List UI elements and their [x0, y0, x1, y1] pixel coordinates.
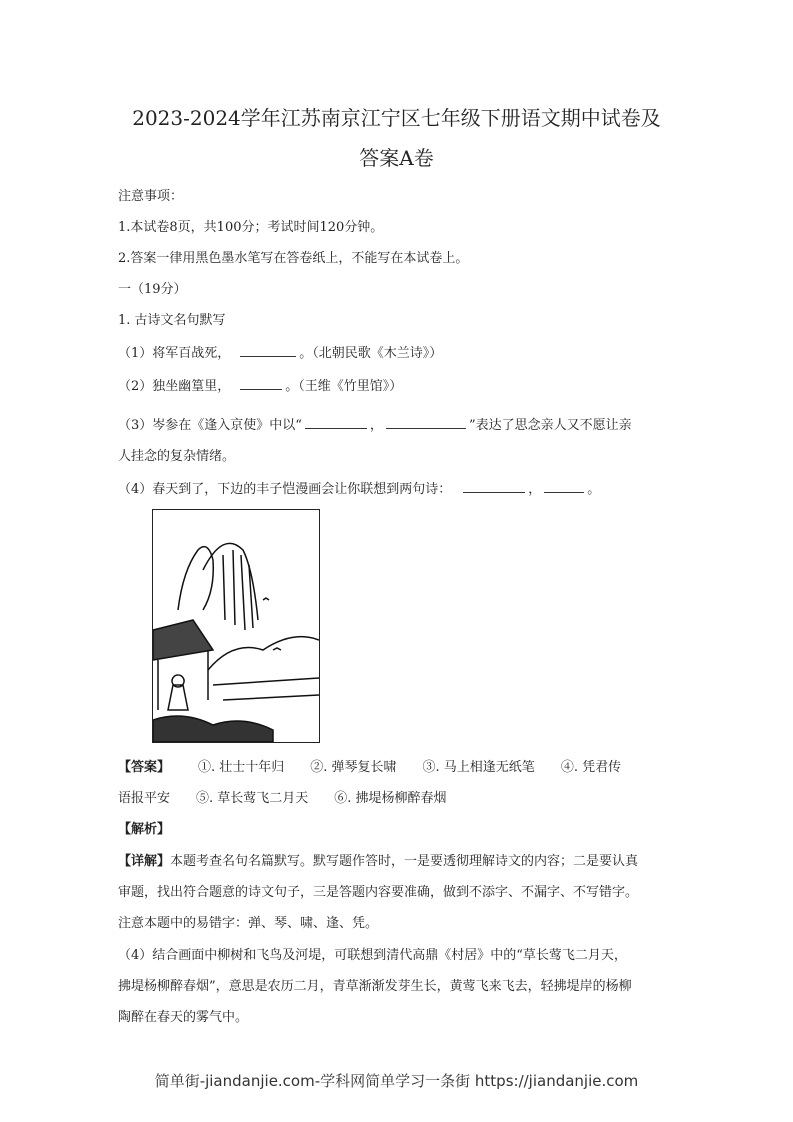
notes-item-2: 2.答案一律用黑色墨水笔写在答卷纸上，不能写在本试卷上。 — [118, 251, 469, 266]
question-1-3 — [118, 416, 632, 435]
answer-blank — [240, 377, 282, 390]
answer-blank — [305, 416, 367, 429]
detail-label: 【详解】 — [118, 854, 171, 869]
analysis-para-1 — [118, 853, 638, 871]
analysis-para-4: （4）结合画面中柳树和飞鸟及河堤，可联想到清代高鼎《村居》中的“草长莺飞二月天， — [118, 948, 627, 963]
answer-blank — [240, 344, 296, 357]
q-text: （4）春天到了，下边的丰子恺漫画会让你联想到两句诗： — [118, 482, 452, 497]
answer-item: ④. 凭君传 — [560, 760, 622, 775]
question-1-1 — [118, 344, 442, 363]
answer-item: ⑥. 拂堤杨柳醉春烟 — [334, 791, 447, 806]
q-text: 。 — [587, 482, 601, 497]
answer-item: ①. 壮士十年归 — [198, 760, 285, 775]
analysis-para-3: 注意本题中的易错字：弹、琴、啸、逢、凭。 — [118, 916, 379, 931]
q-text: （3）岑参在《逢入京使》中以“ — [118, 418, 302, 433]
question-1-3-cont: 人挂念的复杂情绪。 — [118, 449, 236, 464]
q-text: ， — [528, 482, 542, 497]
question-1-4 — [118, 480, 600, 499]
analysis-para-2: 审题，找出符合题意的诗文句子，三是答题内容要准确，做到不添字、不漏字、不写错字。 — [118, 885, 639, 900]
answer-blank — [463, 480, 525, 493]
answer-line-1 — [118, 759, 621, 777]
analysis-text: 本题考查名句名篇默写。默写题作答时，一是要透彻理解诗文的内容；二是要认真 — [170, 854, 639, 869]
q-text: ， — [369, 418, 383, 433]
question-1-2 — [118, 377, 402, 396]
answer-item: 语报平安 — [118, 791, 171, 806]
q-text: 。（北朝民歌《木兰诗》） — [299, 346, 443, 361]
answer-item: ②. 弹琴复长啸 — [310, 760, 397, 775]
doc-title-line1: 2023-2024学年江苏南京江宁区七年级下册语文期中试卷及 — [132, 106, 661, 130]
feng-zikai-illustration — [152, 509, 320, 743]
answer-blank — [386, 416, 466, 429]
footer-watermark: 简单街-jiandanjie.com-学科网简单学习一条街 https://jiandanjie.com — [154, 1072, 639, 1090]
q-text: 。（王维《竹里馆》） — [285, 379, 403, 394]
answer-line-2 — [118, 790, 447, 808]
question-1-title: 1. 古诗文名句默写 — [118, 313, 226, 328]
answer-item: ⑤. 草长莺飞二月天 — [196, 791, 309, 806]
answer-blank — [544, 480, 584, 493]
notes-item-1: 1.本试卷8页，共100分；考试时间120分钟。 — [118, 220, 384, 235]
doc-title-line2: 答案A卷 — [359, 146, 434, 170]
q-text: ”表达了思念亲人又不愿让亲 — [468, 418, 632, 433]
q-text: （2）独坐幽篁里， — [118, 379, 231, 394]
answer-label: 【答案】 — [118, 760, 171, 775]
analysis-label: 【解析】 — [118, 822, 171, 837]
analysis-para-5: 拂堤杨柳醉春烟”，意思是农历二月，青草渐渐发芽生长，黄莺飞来飞去，轻拂堤岸的杨柳 — [118, 979, 632, 994]
section-heading: 一（19分） — [118, 282, 187, 297]
answer-item: ③. 马上相逢无纸笔 — [422, 760, 535, 775]
analysis-para-6: 陶醉在春天的雾气中。 — [118, 1010, 249, 1025]
notes-heading: 注意事项： — [118, 189, 184, 204]
q-text: （1）将军百战死， — [118, 346, 231, 361]
